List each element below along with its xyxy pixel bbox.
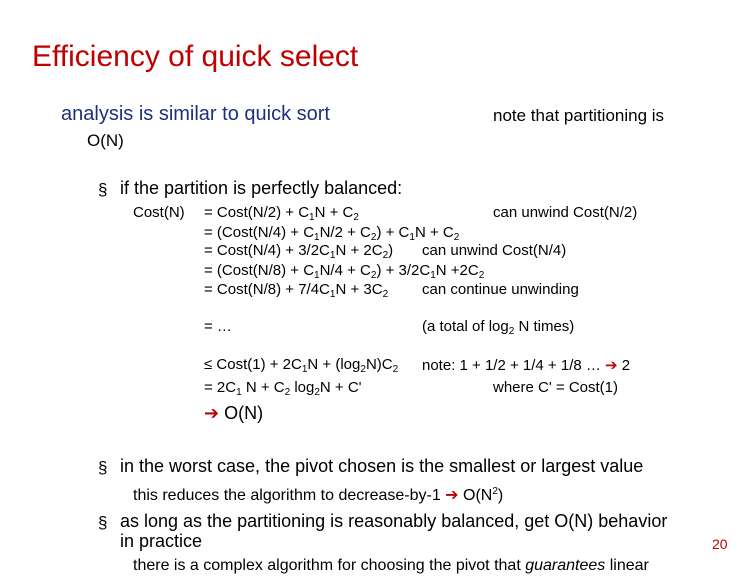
derivation-note: (a total of $\log_2 N$ times) [422,318,575,337]
bullet-worst-case: in the worst case, the pivot chosen is the smallest or largest value [120,456,644,476]
arrow-right-icon: ➔ [445,485,459,504]
derivation-result [204,403,263,424]
derivation-line: = Cost(N/8) + $7/4C_1N + 3C_2$ [204,281,389,300]
bullet-balanced: if the partition is perfectly balanced: [120,178,403,198]
cost-label: Cost(N) [133,204,185,221]
derivation-line: = (Cost(N/8) + $C_1N/4 + C_2) + 3/2C_1N +2C_2$ [204,262,485,281]
bullet-balanced-practice: as long as the partitioning is reasonably balanced, get O(N) behavior [120,511,668,531]
derivation-line: = Cost(N/2) + $C_1N + C_2$ [204,204,359,223]
slide-title: Efficiency of quick select [32,40,359,73]
arrow-right-icon: ➔ [204,403,220,424]
derivation-note: note: 1 + 1/2 + 1/4 + 1/8 … ➔ 2 [422,356,631,374]
derivation-line: = Cost(N/4) + $3/2C_1N + 2C_2$) [204,242,394,261]
derivation-line: ≤ Cost(1) + $2C_1N + (\log_2N)C_2$ [204,356,399,375]
derivation-note: can unwind Cost(N/2) [493,204,638,221]
derivation-line: = $2C_1$ $N + C_2$ $\log_2N + C'$ [204,379,362,398]
pivot-subtext: there is a complex algorithm for choosing the pivot that guarantees linear [133,557,649,574]
derivation-note: can continue unwinding [422,281,579,298]
derivation-line: = … [204,318,232,335]
bullet-icon: § [98,513,108,532]
worst-case-subtext: this reduces the algorithm to decrease-by-1 ➔ $O(N^2)$ [133,485,504,504]
result-text: O(N) [224,403,264,423]
derivation-note: can unwind Cost(N/4) [422,242,567,259]
arrow-right-icon: ➔ [605,356,618,374]
page-number: 20 [712,536,728,552]
partitioning-note: note that partitioning is [493,106,665,125]
bullet-icon: § [98,458,108,477]
bullet-icon: § [98,180,108,199]
partitioning-complexity: O(N) [87,131,124,150]
derivation-note: where C' = Cost(1) [493,379,618,396]
intro-text: analysis is similar to quick sort [61,103,330,125]
bullet-balanced-practice-cont: in practice [120,531,203,551]
derivation-line: = (Cost(N/4) + $C_1N/2 + C_2) + C_1N + C_2$ [204,224,460,243]
